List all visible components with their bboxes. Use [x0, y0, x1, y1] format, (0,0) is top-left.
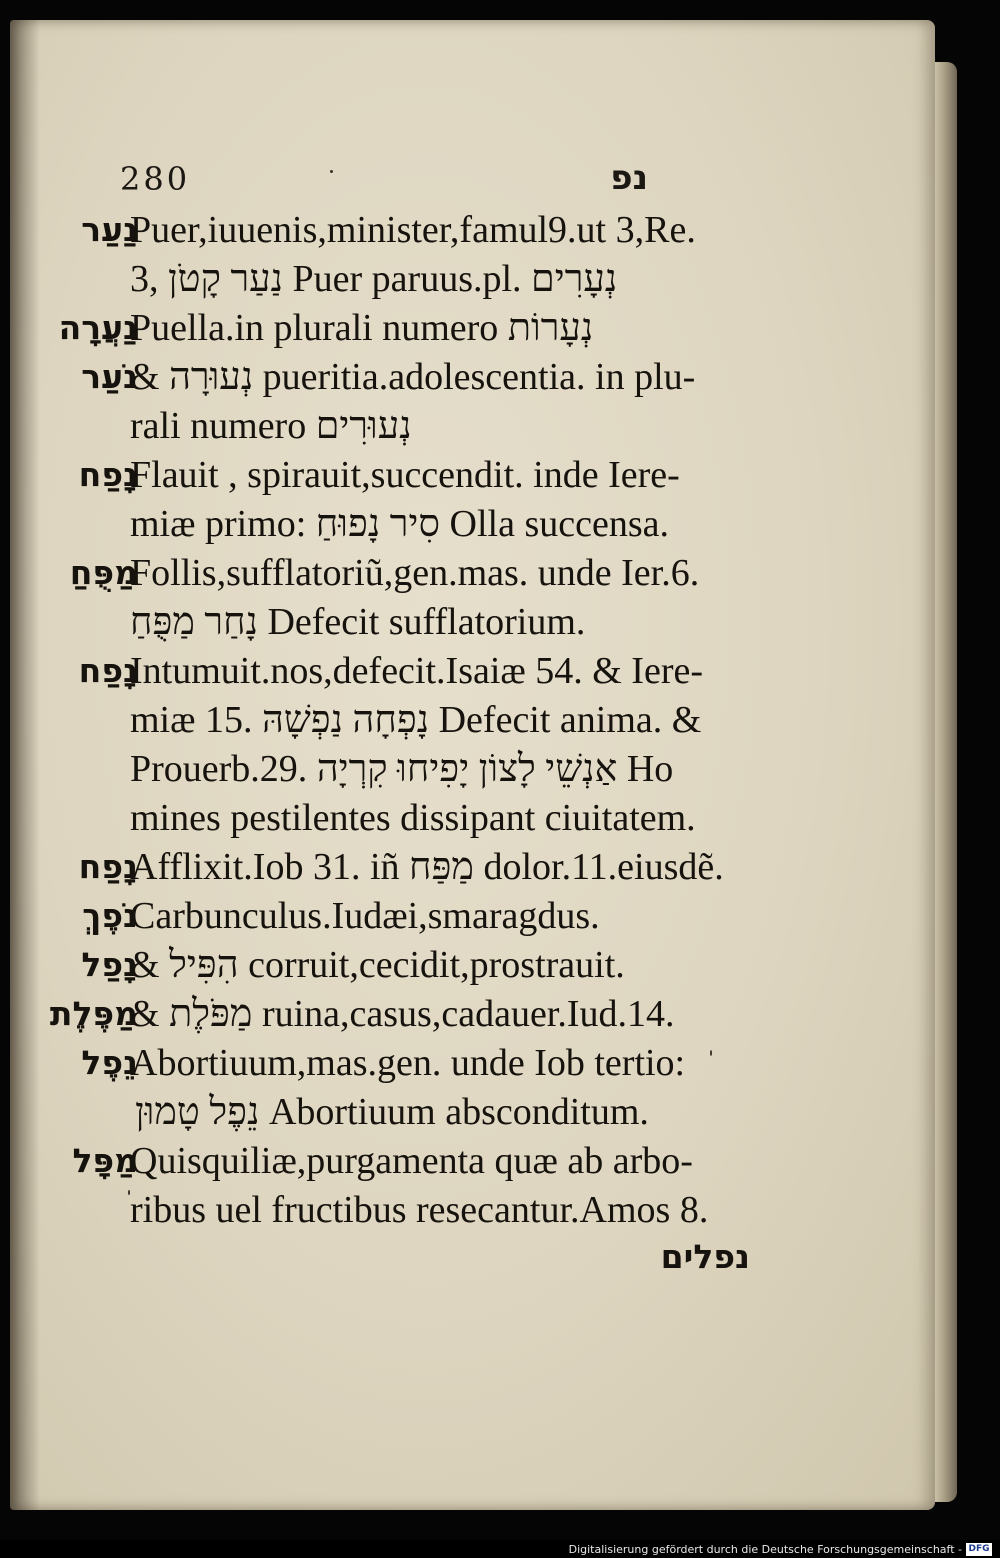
text-line: [30, 502, 770, 551]
latin-gloss: & נְעוּרָה pueritia.adolescentia. in plu-: [130, 356, 696, 398]
latin-gloss: & מַפֹּלֶת ruina,casus,cadauer.Iud.14.: [130, 993, 675, 1035]
text-line: [30, 747, 770, 796]
hebrew-lemma: נָפַח: [78, 847, 138, 886]
hebrew-lemma: נֹעַר: [81, 357, 138, 396]
paper-speck: [128, 1190, 130, 1195]
hebrew-lemma: מַפֶּלֶת: [49, 994, 138, 1033]
text-line: [30, 1041, 770, 1090]
hebrew-lemma: נֹפֶךְ: [82, 896, 138, 935]
text-line: [30, 1237, 770, 1286]
latin-gloss: miæ primo: סִיר נָפוּחַ Olla succensa.: [130, 503, 669, 545]
hebrew-lemma: נָפַח: [78, 455, 138, 494]
hebrew-lemma: מַפֻּחַ: [69, 553, 138, 592]
text-line: [30, 894, 770, 943]
book-page: [10, 20, 935, 1510]
hebrew-lemma: נָפַח: [78, 651, 138, 690]
text-line: [30, 796, 770, 845]
text-line: [30, 306, 770, 355]
hebrew-lemma: נַעַר: [81, 210, 138, 249]
latin-gloss: Afflixit.Iob 31. iñ מַפַּח dolor.11.eiusdẽ.: [130, 846, 724, 888]
text-line: [30, 453, 770, 502]
text-line: [30, 208, 770, 257]
paper-speck: [330, 170, 333, 173]
running-head: נפ: [610, 158, 648, 198]
page-header: [120, 160, 750, 204]
page-number: 280: [120, 160, 191, 198]
text-line: [30, 845, 770, 894]
text-line: [30, 355, 770, 404]
latin-gloss: Puer,iuuenis,minister,famul9.ut 3,Re.: [130, 209, 696, 251]
latin-gloss: נֵפֶל טָמוּן Abortiuum absconditum.: [135, 1091, 649, 1133]
text-line: [30, 698, 770, 747]
dfg-logo-icon: DFG: [966, 1543, 992, 1556]
text-line: [30, 649, 770, 698]
text-line: [30, 404, 770, 453]
catchword: נפלים: [660, 1237, 750, 1276]
latin-gloss: Intumuit.nos,defecit.Isaiæ 54. & Iere-: [130, 650, 704, 692]
text-line: [30, 600, 770, 649]
text-line: [30, 1139, 770, 1188]
hebrew-lemma: נֵפֶל: [81, 1043, 138, 1082]
dictionary-text: [30, 208, 770, 1286]
hebrew-lemma: נָפַל: [81, 945, 138, 984]
text-line: [30, 943, 770, 992]
latin-gloss: Puella.in plurali numero נְעָרוֹת: [130, 307, 594, 349]
latin-gloss: miæ 15. נָפְחָה נַפְשָׁהּ Defecit anima. &: [130, 699, 702, 741]
latin-gloss: rali numero נְעוּרִים: [130, 405, 412, 447]
text-line: [30, 551, 770, 600]
paper-speck: [710, 1050, 712, 1056]
latin-gloss: Flauit , spirauit,succendit. inde Iere-: [130, 454, 680, 496]
text-line: [30, 1090, 770, 1139]
latin-gloss: ribus uel fructibus resecantur.Amos 8.: [130, 1189, 709, 1231]
text-line: [30, 992, 770, 1041]
latin-gloss: mines pestilentes dissipant ciuitatem.: [130, 797, 696, 839]
text-line: [30, 1188, 770, 1237]
text-line: [30, 257, 770, 306]
hebrew-lemma: נַעֲרָה: [58, 308, 138, 347]
digitization-credit: Digitalisierung gefördert durch die Deutsche Forschungsgemeinschaft -: [568, 1543, 962, 1556]
latin-gloss: Follis,sufflatoriũ,gen.mas. unde Ier.6.: [130, 552, 700, 594]
latin-gloss: Abortiuum,mas.gen. unde Iob tertio:: [130, 1042, 686, 1084]
latin-gloss: Carbunculus.Iudæi,smaragdus.: [130, 895, 600, 937]
latin-gloss: 3, נַעַר קָטֹן Puer paruus.pl. נְעָרִים: [130, 258, 618, 300]
latin-gloss: Quisquiliæ,purgamenta quæ ab arbo-: [130, 1140, 693, 1182]
hebrew-lemma: מַפָּל: [72, 1141, 138, 1180]
latin-gloss: Prouerb.29. אַנְשֵׁי לָצוֹן יָפִיחוּ קִרְיָה Ho: [130, 748, 674, 790]
latin-gloss: נָחַר מַפֻּחַ Defecit sufflatorium.: [130, 601, 586, 643]
latin-gloss: & הִפִּיל corruit,cecidit,prostrauit.: [130, 944, 625, 986]
